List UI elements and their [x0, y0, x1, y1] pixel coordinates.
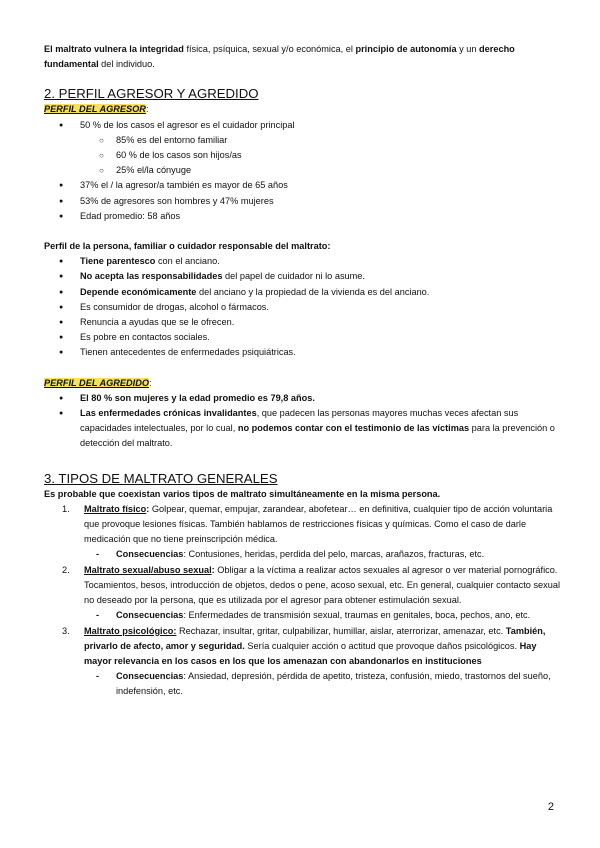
- intro-bold-3: derecho fundamental: [44, 44, 515, 70]
- consequence-item: [44, 608, 560, 623]
- item-name: Maltrato sexual/abuso sexual: [84, 564, 212, 575]
- item-text: Golpear, quemar, empujar, zarandear, abofetear… en definitiva, cualquier tipo de acción voluntaria que provoque lesiones físicas. También hablamos de restricciones físicas y químicas. Como el caso de darle medicación que no tiene preinscripción médica.: [84, 503, 553, 545]
- item-text: Es pobre en contactos sociales.: [80, 332, 210, 343]
- item-bold: El 80 % son mujeres y la edad promedio es 79,8 años.: [80, 392, 315, 403]
- agresor-list: [44, 118, 560, 224]
- list-item: ● 53% de agresores son hombres y 47% mujeres: [44, 194, 560, 209]
- list-item: ● 50 % de los casos el agresor es el cuidador principal: [44, 118, 560, 133]
- consequence-text: : Contusiones, heridas, perdida del pelo, marcas, arañazos, fracturas, etc.: [183, 549, 485, 560]
- agredido-label: PERFIL DEL AGREDIDO: [44, 377, 149, 388]
- item-text: Tienen antecedentes de enfermedades psiquiátricas.: [80, 347, 296, 358]
- item-text: del anciano y la propiedad de la vivienda es del anciano.: [196, 286, 430, 297]
- item-text: Obligar a la víctima a realizar actos sexuales al agresor o ver material pornográfico. Tocamientos, besos, introducción de objetos, dedos o pene, acoso sexual, etc. En general, cualquier contacto sexual no deseado por la persona, que es utilizada por el agresor para obtener estimulación sexual.: [84, 564, 561, 606]
- familiar-title: [44, 239, 560, 254]
- item-colon: :: [211, 564, 215, 575]
- item-text: con el anciano.: [155, 256, 220, 267]
- agredido-heading: [44, 376, 560, 391]
- document-page: [44, 42, 560, 700]
- item-bold: Las enfermedades crónicas invalidantes: [80, 408, 257, 419]
- list-item: ● Edad promedio: 58 años: [44, 209, 560, 224]
- consequence-label: Consecuencias: [116, 549, 184, 560]
- list-subitem: ○ 60 % de los casos son hijos/as: [44, 148, 560, 163]
- list-item: [44, 269, 560, 284]
- list-item: [44, 391, 560, 406]
- item-text: Renuncia a ayudas que se le ofrecen.: [80, 317, 235, 328]
- item-text: para la prevención o detección del maltrato.: [80, 423, 555, 449]
- item-text: , que padecen las personas mayores muchas veces afectan sus capacidades intelectuales, por lo cual,: [80, 408, 519, 434]
- item-text: Rechazar, insultar, gritar, culpabilizar, humillar, aislar, aterrorizar, amenazar, etc.: [176, 625, 506, 636]
- item-bold: También, privarlo de afecto, amor y seguridad.: [84, 625, 546, 651]
- intro-text-3: del individuo.: [98, 59, 155, 70]
- familiar-title-text: Perfil de la persona, familiar o cuidador responsable del maltrato:: [44, 241, 331, 252]
- item-name: Maltrato psicológico:: [84, 625, 177, 636]
- section-3-title: 3. TIPOS DE MALTRATO GENERALES: [44, 470, 278, 486]
- numbered-item: [44, 502, 560, 548]
- item-text: del papel de cuidador ni lo asume.: [222, 271, 365, 282]
- consequence-label: Consecuencias: [116, 671, 184, 682]
- agredido-colon: :: [149, 377, 152, 388]
- item-bold: Depende económicamente: [80, 286, 197, 297]
- numbered-item: [44, 624, 560, 670]
- consequence-text: : Enfermedades de transmisión sexual, traumas en genitales, boca, pechos, ano, etc.: [183, 610, 531, 621]
- item-colon: :: [146, 503, 150, 514]
- list-subitem: ○ 25% el/la cónyuge: [44, 163, 560, 178]
- agresor-colon: :: [145, 104, 149, 115]
- agresor-heading: [44, 102, 560, 117]
- item-number: 1.: [62, 503, 70, 514]
- section-2-title: 2. PERFIL AGRESOR Y AGREDIDO: [44, 86, 259, 102]
- list-item: ● 37% el / la agresor/a también es mayor de 65 años: [44, 178, 560, 193]
- list-item: [44, 254, 560, 269]
- agredido-list: [44, 391, 560, 452]
- consequence-item: [44, 669, 560, 699]
- item-bold: Tiene parentesco: [80, 256, 156, 267]
- lead-text: Es probable que coexistan varios tipos de maltrato simultáneamente en la misma persona.: [44, 488, 441, 499]
- intro-paragraph: [44, 42, 560, 72]
- section-3-lead: [44, 487, 560, 502]
- tipos-list: [44, 502, 560, 700]
- consequence-text: : Ansiedad, depresión, pérdida de apetito, tristeza, confusión, miedo, trastornos del sueño, indefensión, etc.: [116, 671, 551, 697]
- familiar-list: [44, 254, 560, 360]
- item-text: Sería cualquier acción o actitud que provoque daños psicológicos.: [244, 640, 520, 651]
- intro-bold-1: El maltrato vulnera la integridad: [44, 44, 184, 54]
- item-text: Es consumidor de drogas, alcohol o fármacos.: [80, 301, 269, 312]
- list-subitem: ○ 85% es del entorno familiar: [44, 133, 560, 148]
- numbered-item: [44, 563, 560, 609]
- consequence-label: Consecuencias: [116, 610, 184, 621]
- list-item: [44, 300, 560, 315]
- item-number: 2.: [62, 564, 70, 575]
- intro-bold-2: principio de autonomía: [355, 44, 457, 54]
- list-item: [44, 315, 560, 330]
- item-name: Maltrato físico: [84, 503, 147, 514]
- item-bold: no podemos contar con el testimonio de las víctimas: [237, 423, 470, 434]
- list-item: [44, 345, 560, 360]
- consequence-item: [44, 547, 560, 562]
- list-item: [44, 406, 560, 452]
- item-bold: Hay mayor relevancia en los casos en los que los amenazan con abandonarlos en instituciones: [84, 640, 537, 666]
- page-number: 2: [547, 801, 554, 813]
- intro-text-1: física, psíquica, sexual y/o económica, el: [183, 44, 356, 54]
- list-item: [44, 285, 560, 300]
- list-item: [44, 330, 560, 345]
- item-bold: No acepta las responsabilidades: [80, 271, 223, 282]
- agresor-label: PERFIL DEL AGRESOR: [44, 104, 146, 115]
- intro-text-2: y un: [456, 44, 480, 54]
- item-number: 3.: [62, 625, 70, 636]
